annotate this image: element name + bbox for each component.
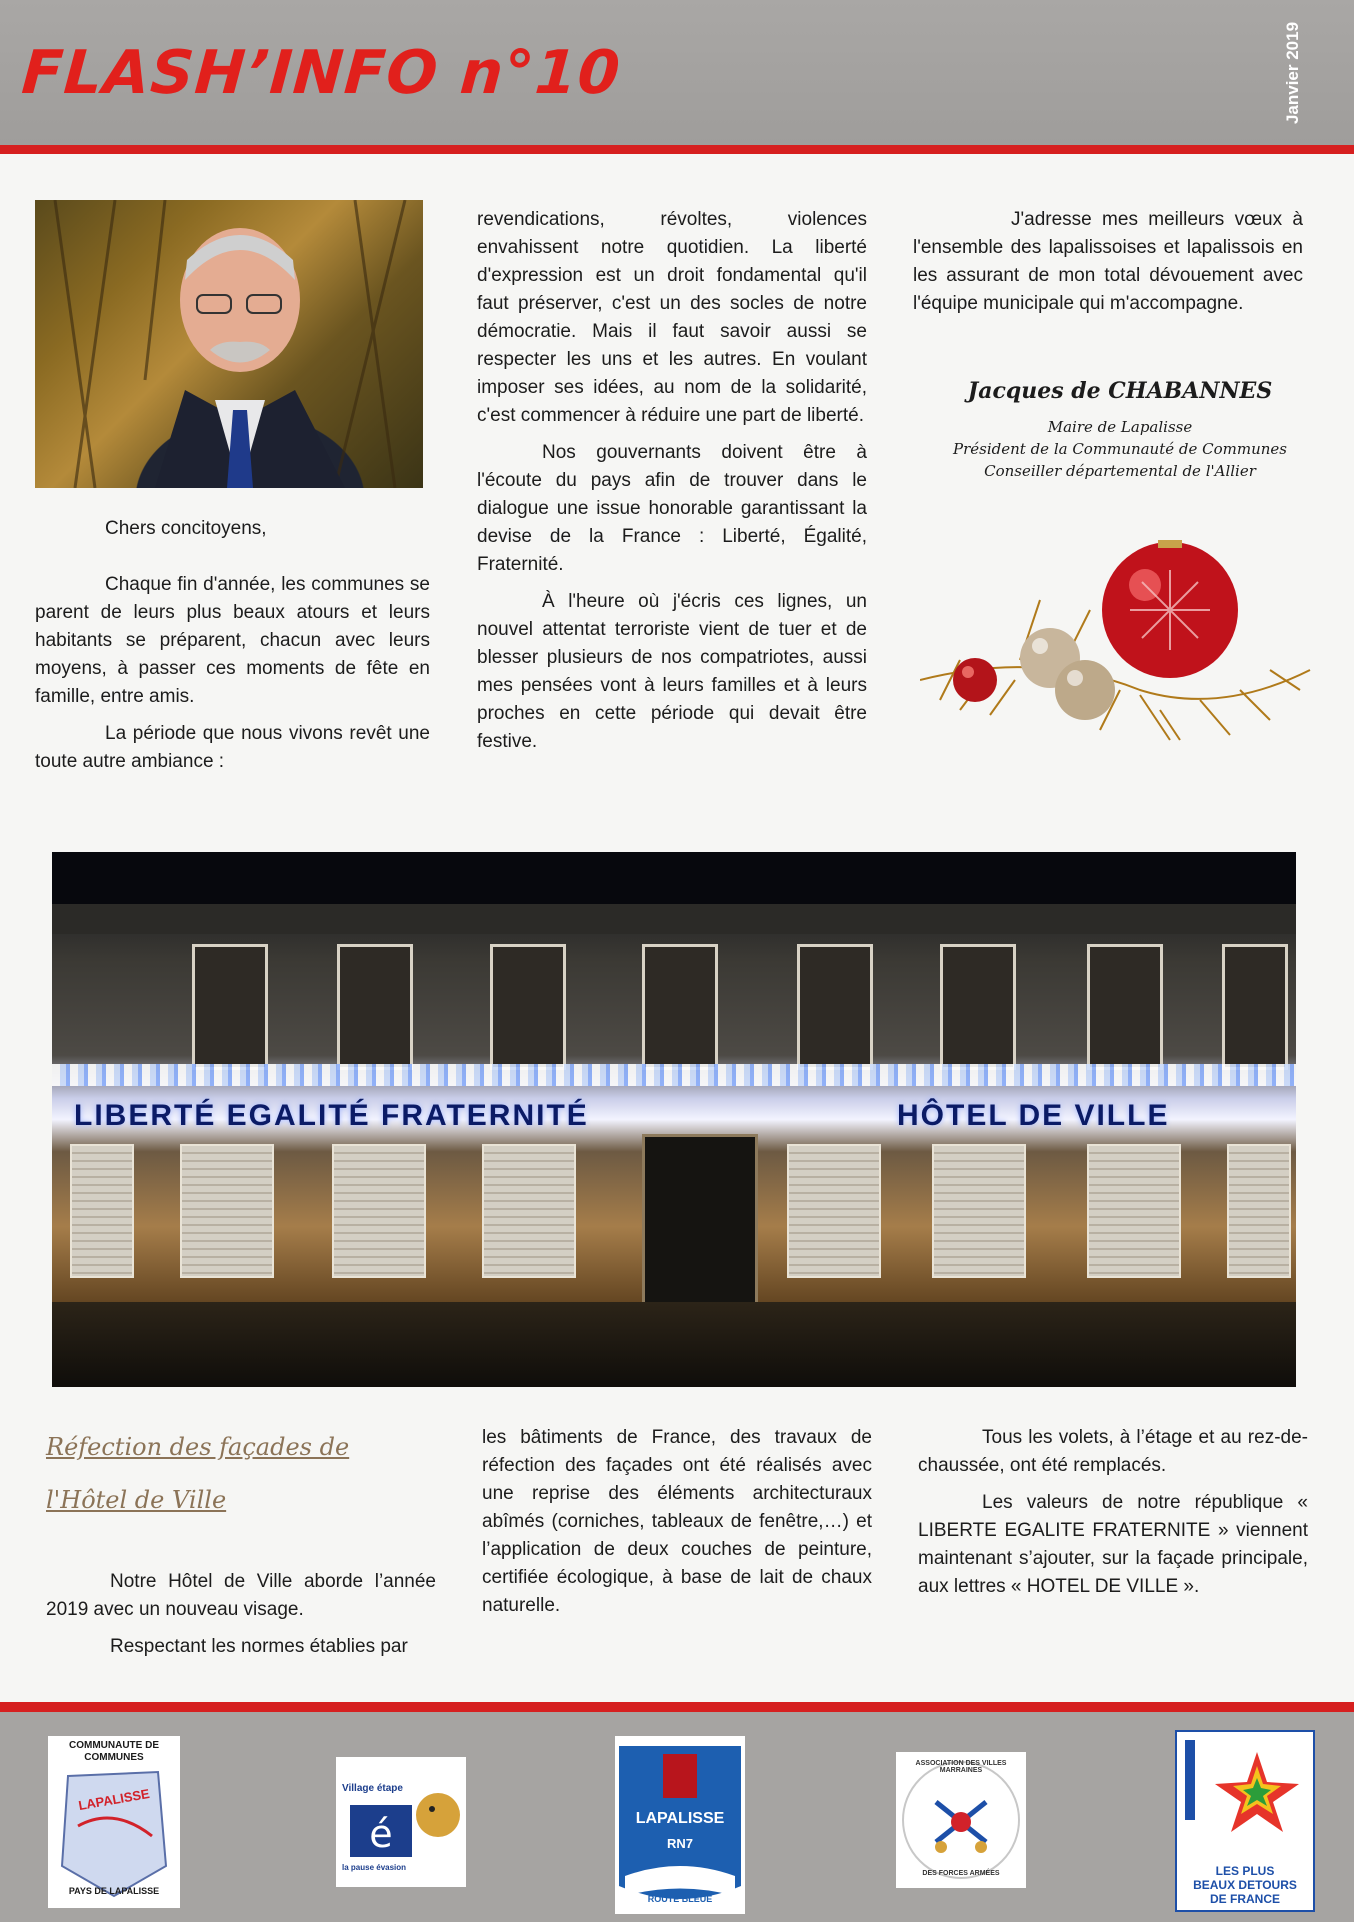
intro-column-3: [913, 206, 1303, 327]
page-title: FLASH’INFO n°10: [19, 38, 623, 108]
shutter: [787, 1144, 881, 1278]
logo-text: LAPALISSE: [77, 1785, 151, 1814]
upper-window: [192, 944, 268, 1070]
shutter: [1087, 1144, 1181, 1278]
map-icon: [48, 1736, 180, 1908]
logo-text: PAYS DE LAPALISSE: [68, 1886, 160, 1896]
facade-motto: LIBERTÉ EGALITÉ FRATERNITÉ: [74, 1099, 589, 1132]
shutter: [1227, 1144, 1291, 1278]
footer-red-line: [0, 1702, 1354, 1712]
facade-sign: HÔTEL DE VILLE: [897, 1099, 1170, 1132]
plus-beaux-detours-logo: [1175, 1730, 1315, 1912]
issue-date: [1278, 10, 1308, 136]
signature-line: Conseiller départemental de l'Allier: [984, 462, 1256, 480]
upper-window: [1222, 944, 1288, 1070]
christmas-ornament-image: [920, 540, 1320, 760]
upper-window: [642, 944, 718, 1070]
upper-window: [797, 944, 873, 1070]
signature-line: Président de la Communauté de Communes: [953, 440, 1287, 458]
village-etape-logo: [336, 1757, 466, 1887]
intro-paragraph: revendications, révoltes, violences envahissent notre quotidien. La liberté d'expression est un droit fondamental qu'il faut préserver, c'est un des socles de notre démocratie. Mais il faut savoir aussi se respecter les uns et les autres. En voulant imposer ses idées, au nom de la solidarité, c'est commencer à réduire une part de liberté.: [477, 209, 867, 426]
town-hall-facade-photo: [52, 852, 1296, 1387]
intro-paragraph: La période que nous vivons revêt une toute autre ambiance :: [35, 723, 430, 772]
logo-text: [1177, 1864, 1313, 1906]
mayor-photo: [35, 200, 423, 488]
shutter: [482, 1144, 576, 1278]
signature-titles: [920, 416, 1320, 482]
facade-hedge: [52, 1302, 1296, 1387]
logo-text: ROUTE BLEUE: [647, 1894, 713, 1904]
facade-cornice: [52, 904, 1296, 934]
intro-paragraph: Nos gouvernants doivent être à l'écoute du pays afin de trouver dans le dialogue une issue honorable garantissant la devise de la France : Liberté, Égalité, Fraternité.: [477, 442, 867, 575]
greeting: Chers concitoyens,: [105, 518, 267, 539]
article-column-2: [482, 1424, 872, 1629]
villes-marraines-logo: [896, 1752, 1026, 1888]
svg-text:é: é: [369, 1812, 393, 1856]
intro-paragraph: Chaque fin d'année, les communes se parent de leurs plus beaux atours et leurs habitants se préparent, chacun avec leurs moyens, à passer ces moments de fête en famille, entre amis.: [35, 574, 430, 707]
article-column-1: [46, 1568, 436, 1670]
logo-text: COMMUNAUTE DE COMMUNES: [69, 1740, 159, 1763]
article-column-3: [918, 1424, 1308, 1610]
article-paragraph: les bâtiments de France, des travaux de réfection des façades ont été réalisés avec une reprise des éléments architecturaux abîmés (corniches, tableaux de fenêtre,…) et l’application de deux couches de peinture, certifiée écologique, à base de lait de chaux naturelle.: [482, 1427, 872, 1616]
intro-paragraph: À l'heure où j'écris ces lignes, un nouvel attentat terroriste vient de tuer et de blesser plusieurs de nos compatriotes, aussi mes pensées vont à leurs familles et à leurs proches en cette période qui devait être festive.: [477, 591, 867, 752]
logo-text: RN7: [666, 1836, 693, 1851]
upper-window: [490, 944, 566, 1070]
shutter: [70, 1144, 134, 1278]
shutter: [332, 1144, 426, 1278]
light-garland: [52, 1064, 1296, 1086]
logo-text: Village étape: [342, 1783, 403, 1794]
shutter: [180, 1144, 274, 1278]
article-title-line1: Réfection des façades de: [46, 1433, 350, 1461]
logo-text: la pause évasion: [342, 1863, 407, 1872]
upper-window: [940, 944, 1016, 1070]
upper-window: [1087, 944, 1163, 1070]
facade-sky: [52, 852, 1296, 904]
main-door: [642, 1134, 758, 1310]
intro-column-1: [35, 515, 430, 785]
star-icon: [1177, 1732, 1313, 1862]
article-paragraph: Notre Hôtel de Ville aborde l’année 2019 avec un nouveau visage.: [46, 1571, 436, 1620]
shutter: [932, 1144, 1026, 1278]
lapalisse-rn7-logo: [615, 1736, 745, 1914]
logo-text: DES FORCES ARMÉES: [922, 1870, 1000, 1877]
logo-line: DE FRANCE: [1209, 1892, 1280, 1906]
header-red-line: [0, 145, 1354, 154]
logo-text: ASSOCIATION DES VILLES MARRAINES: [915, 1760, 1007, 1774]
logo-line: BEAUX DETOURS: [1193, 1878, 1297, 1892]
intro-paragraph: J'adresse mes meilleurs vœux à l'ensemble des lapalissoises et lapalissois en les assurant de mon total dévouement avec l'équipe municipale qui m'accompagne.: [913, 209, 1303, 314]
header-band: [0, 0, 1354, 145]
communaute-de-communes-logo: [48, 1736, 180, 1908]
issue-date-text: Janvier 2019: [1283, 21, 1302, 125]
intro-column-2: [477, 206, 867, 765]
logo-line: LES PLUS: [1215, 1864, 1275, 1878]
upper-window: [337, 944, 413, 1070]
article-title-line2: l'Hôtel de Ville: [46, 1486, 227, 1514]
signature-name: Jacques de CHABANNES: [967, 378, 1273, 404]
article-paragraph: Tous les volets, à l’étage et au rez-de-chaussée, ont été remplacés.: [918, 1427, 1308, 1476]
article-paragraph: Les valeurs de notre république « LIBERTE EGALITE FRATERNITE » viennent maintenant s’ajouter, sur la façade principale, aux lettres « HOTEL DE VILLE ».: [918, 1492, 1308, 1597]
logo-text: LAPALISSE: [635, 1810, 725, 1827]
article-paragraph: Respectant les normes établies par: [110, 1636, 408, 1657]
signature-line: Maire de Lapalisse: [1047, 418, 1193, 436]
mayor-photo-art: [35, 200, 423, 488]
